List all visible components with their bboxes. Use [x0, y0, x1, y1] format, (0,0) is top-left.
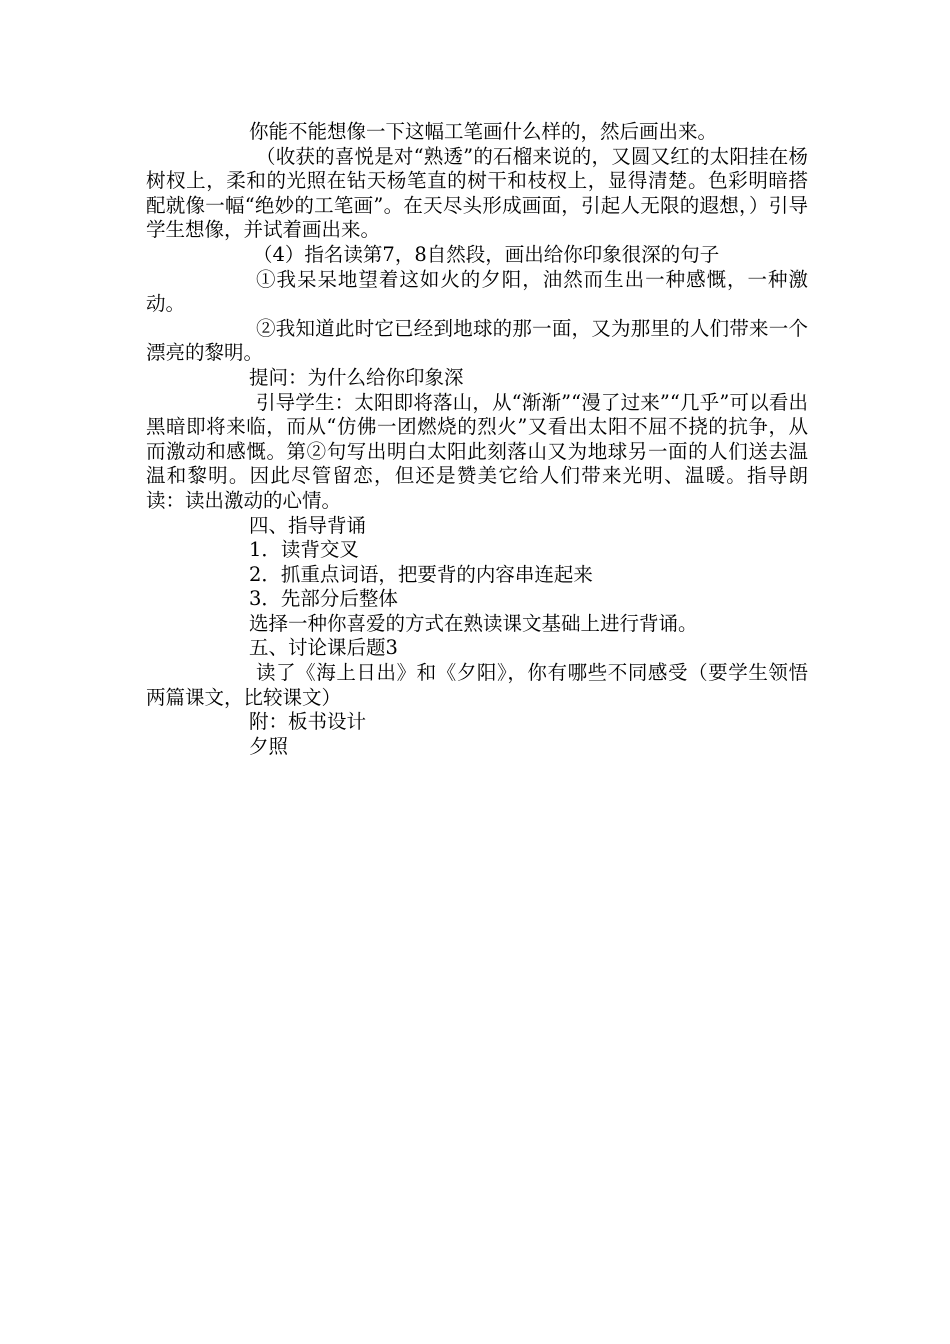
- paragraph-reading-task: （4）指名读第7，8自然段，画出给你印象很深的句子: [253, 242, 720, 266]
- paragraph-board-design: 附：板书设计: [249, 710, 367, 734]
- paragraph-imagine-painting: 你能不能想像一下这幅工笔画什么样的，然后画出来。: [249, 120, 718, 143]
- paragraph-recitation-choice: 选择一种你喜爱的方式在熟读课文基础上进行背诵。: [249, 611, 698, 635]
- list-item-recitation-3: 3．先部分后整体: [249, 587, 398, 611]
- section-heading-discussion: 五、讨论课后题3: [249, 636, 398, 660]
- document-body: [146, 120, 808, 759]
- paragraph-discussion: 读了《海上日出》和《夕阳》，你有哪些不同感受（要学生领悟两篇课文，比较课文）: [146, 661, 808, 709]
- paragraph-harvest-explanation: （收获的喜悦是对“熟透”的石榴来说的，又圆又红的太阳挂在杨树杈上，柔和的光照在钻天杨笔直的树干和枝杈上，显得清楚。色彩明暗搭配就像一幅“绝妙的工笔画”。在天尽头形成画面，引起人无限的遐想，）引导学生想像，并试着画出来。: [146, 144, 808, 242]
- list-item-recitation-2: 2．抓重点词语，把要背的内容串连起来: [249, 562, 593, 586]
- list-item-recitation-1: 1．读背交叉: [249, 538, 359, 562]
- paragraph-sentence-two: ②我知道此时它已经到地球的那一面，又为那里的人们带来一个漂亮的黎明。: [146, 316, 808, 365]
- section-heading-recitation: 四、指导背诵: [249, 513, 367, 537]
- paragraph-guidance: 引导学生：太阳即将落山，从“渐渐”“漫了过来”“几乎”可以看出黑暗即将来临，而从“仿佛一团燃烧的烈火”又看出太阳不屈不挠的抗争，从而激动和感慨。第②句写出明白太阳此刻落山又为地球另一面的人们送去温温和黎明。因此尽管留恋，但还是赞美它给人们带来光明、温暖。指导朗读：读出激动的心情。: [146, 390, 808, 512]
- paragraph-board-title: 夕照: [249, 734, 289, 758]
- paragraph-sentence-one: ①我呆呆地望着这如火的夕阳，油然而生出一种感慨，一种激动。: [146, 267, 808, 316]
- paragraph-question: 提问：为什么给你印象深: [249, 365, 464, 389]
